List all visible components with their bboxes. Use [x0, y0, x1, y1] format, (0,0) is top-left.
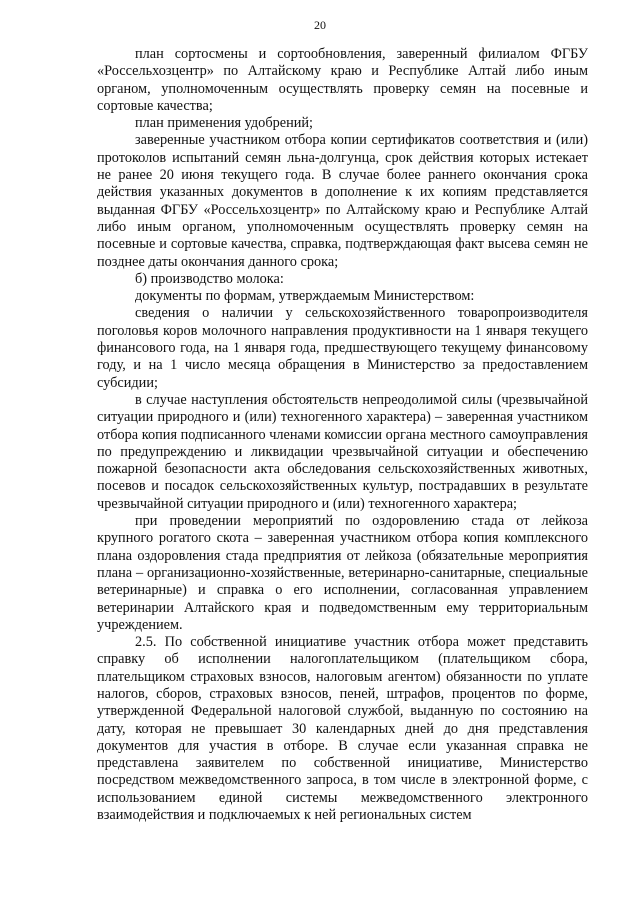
document-body — [97, 46, 588, 824]
page-number: 20 — [314, 18, 326, 32]
paragraph: при проведении мероприятий по оздоровлению стада от лейкоза крупного рогатого скота – заверенная участником отбора копия комплексного плана оздоровления стада предприятия от лейкоза (обязательные мероприятия плана – организационно-хозяйственные, ветеринарно-санитарные, специальные ветеринарные) и справка о его исполнении, согласованная управлением ветеринарии Алтайского края и подведомственным ему территориальным учреждением. — [97, 513, 588, 633]
paragraph: документы по формам, утверждаемым Министерством: — [135, 288, 475, 305]
paragraph: 2.5. По собственной инициативе участник отбора может представить справку об исполнении налогоплательщиком (плательщиком сбора, плательщиком страховых взносов, налоговым агентом) обязанности по уплате налогов, сборов, страховых взносов, пеней, штрафов, процентов по форме, утвержденной Федеральной налоговой службой, выданную по состоянию на дату, которая не превышает 30 календарных дней до дня представления документов для участия в отборе. В случае если указанная справка не представлена заявителем по собственной инициативе, Министерство посредством межведомственного запроса, в том числе в электронной форме, с использованием единой системы межведомственного электронного взаимодействия и подключаемых к ней региональных систем — [97, 634, 588, 824]
paragraph: план сортосмены и сортообновления, заверенный филиалом ФГБУ «Россельхозцентр» по Алтайскому краю и Республике Алтай либо иным органом, уполномоченным осуществлять проверку семян на посевные и сортовые качества; — [97, 46, 588, 114]
paragraph: заверенные участником отбора копии сертификатов соответствия и (или) протоколов испытаний семян льна-долгунца, срок действия которых истекает не ранее 20 июня текущего года. В случае более раннего окончания срока действия указанных документов в дополнение к их копиям представляется выданная ФГБУ «Россельхозцентр» по Алтайскому краю и Республике Алтай либо иным органом, уполномоченным осуществлять проверку семян на посевные и сортовые качества, справка, подтверждающая факт высева семян не позднее даты окончания данного срока; — [97, 132, 588, 270]
paragraph: в случае наступления обстоятельств непреодолимой силы (чрезвычайной ситуации природного и (или) техногенного характера) – заверенная участником отбора копия подписанного членами комиссии органа местного самоуправления по предупреждению и ликвидации чрезвычайной ситуации и обеспечению пожарной безопасности акта обследования сельскохозяйственных животных, посевов и посадок сельскохозяйственных культур, пострадавших в результате чрезвычайной ситуации природного и (или) техногенного характера; — [97, 391, 588, 512]
paragraph: б) производство молока: — [135, 270, 284, 287]
paragraph: сведения о наличии у сельскохозяйственного товаропроизводителя поголовья коров молочного направления продуктивности на 1 января текущего финансового года, на 1 января года, предшествующего текущему финансовому году, и на 1 число месяца обращения в Министерство за предоставлением субсидии; — [97, 305, 588, 391]
paragraph: план применения удобрений; — [135, 115, 314, 132]
